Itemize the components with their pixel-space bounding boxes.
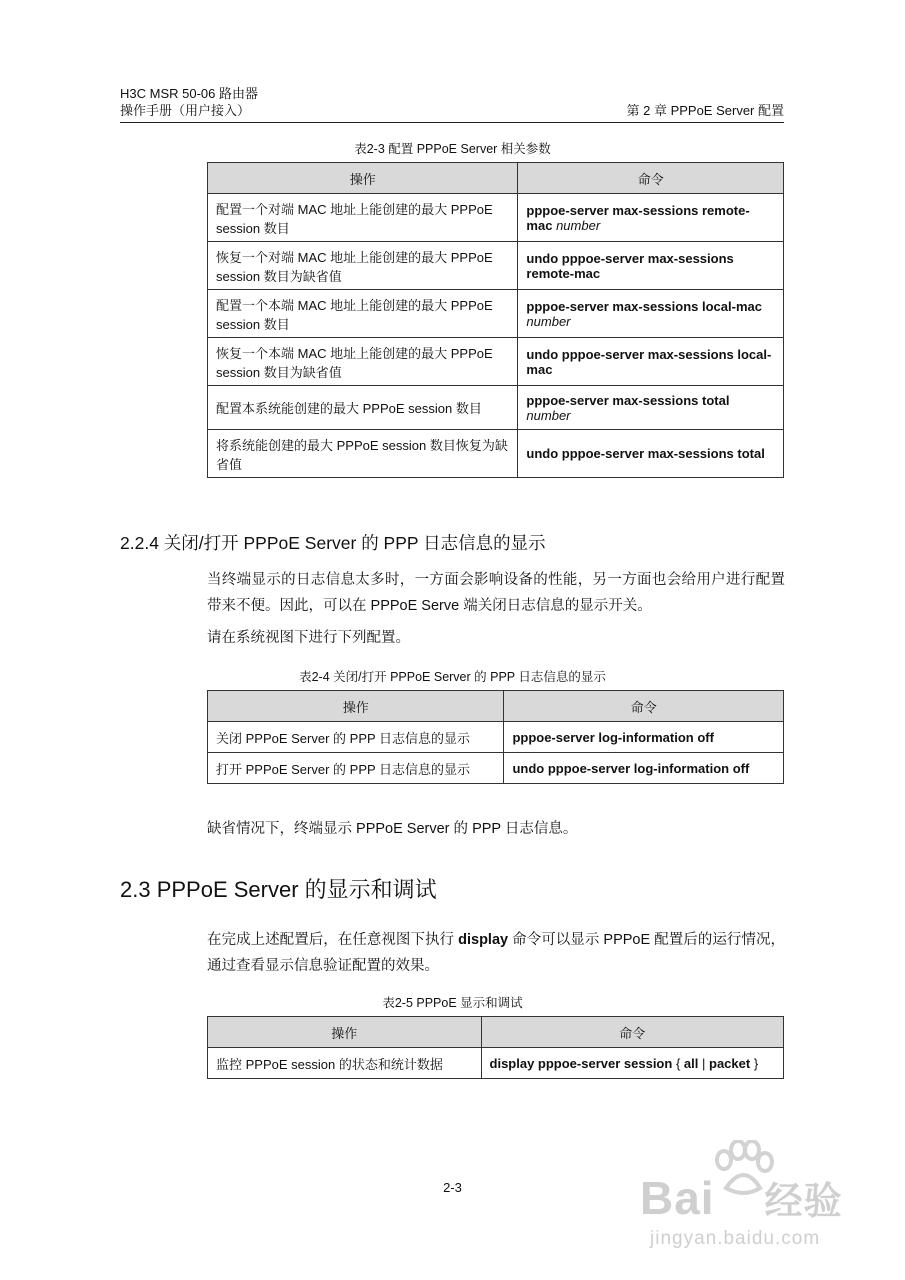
section-2-2-4-instruction: 请在系统视图下进行下列配置。 [207,630,410,646]
baidu-watermark [640,1140,870,1260]
table1-caption: 表2-3 配置 PPPoE Server 相关参数 [354,142,551,156]
table-row [208,194,784,242]
table3-cmd-cell [481,1048,783,1079]
table-row [208,242,784,290]
table1-cmd-cell [518,386,784,430]
table-row [208,753,784,784]
option-packet: packet [709,1055,751,1071]
table1-cmd-cell: undo pppoe-server max-sessions remote-mac [518,242,784,290]
table3 [207,1016,784,1079]
table1-cmd-cell [518,290,784,338]
para-text: 在完成上述配置后，在任意视图下执行 [207,932,455,948]
brace-close: } [753,1055,759,1071]
section-2-3-paragraph [207,927,785,979]
table3-op-cell: 监控 PPPoE session 的状态和统计数据 [208,1048,482,1079]
command-text: pppoe-server max-sessions total [526,392,730,408]
table1-op-cell: 恢复一个对端 MAC 地址上能创建的最大 PPPoE session 数目为缺省值 [208,242,518,290]
table1-op-cell: 配置本系统能创建的最大 PPPoE session 数目 [208,386,518,430]
table3-caption: 表2-5 PPPoE 显示和调试 [382,996,523,1010]
table1-op-cell: 配置一个本端 MAC 地址上能创建的最大 PPPoE session 数目 [208,290,518,338]
table2-cmd-cell: pppoe-server log-information off [504,722,784,753]
watermark-brand-text: Bai [640,1172,715,1224]
section-2-2-4-paragraph: 当终端显示的日志信息太多时，一方面会影响设备的性能，另一方面也会给用户进行配置带来不便。因此，可以在 PPPoE Serve 端关闭日志信息的显示开关。 [207,572,785,614]
table1-header-cmd: 命令 [518,163,784,194]
table1-cmd-cell: undo pppoe-server max-sessions total [518,430,784,478]
header-rule [120,122,784,123]
command-text: pppoe-server max-sessions remote-mac [526,202,750,233]
table-row [208,722,784,753]
table-row [208,386,784,430]
watermark-brand-cn: 经验 [764,1181,843,1223]
table3-header-op: 操作 [208,1017,482,1048]
table3-header-cmd: 命令 [481,1017,783,1048]
option-separator: | [702,1055,706,1071]
table1-op-cell: 配置一个对端 MAC 地址上能创建的最大 PPPoE session 数目 [208,194,518,242]
page-number: 2-3 [443,1180,462,1195]
table2-caption: 表2-4 关闭/打开 PPPoE Server 的 PPP 日志信息的显示 [299,670,606,684]
brace-open: { [675,1055,681,1071]
command-text: pppoe-server max-sessions local-mac [526,298,762,314]
table-row [208,1048,784,1079]
table-row [208,290,784,338]
command-arg: number [526,313,571,329]
table2-op-cell: 关闭 PPPoE Server 的 PPP 日志信息的显示 [208,722,504,753]
table1-header-op: 操作 [208,163,518,194]
table1-op-cell: 将系统能创建的最大 PPPoE session 数目恢复为缺省值 [208,430,518,478]
header-product: H3C MSR 50-06 路由器 [120,86,258,101]
para-text: 命令可以显示 PPPoE 配置后的运行情况，通过查看显示信息验证配置的效果。 [207,932,785,974]
table2-op-cell: 打开 PPPoE Server 的 PPP 日志信息的显示 [208,753,504,784]
watermark-brand [640,1170,843,1225]
table2-header-op: 操作 [208,691,504,722]
header-chapter: 第 2 章 PPPoE Server 配置 [626,103,784,118]
table1-cmd-cell: undo pppoe-server max-sessions local-mac [518,338,784,386]
command-arg: number [556,217,601,233]
option-all: all [683,1055,699,1071]
default-note: 缺省情况下，终端显示 PPPoE Server 的 PPP 日志信息。 [207,821,578,837]
command-text: display pppoe-server session [489,1055,673,1071]
table1 [207,162,784,478]
table2-header-cmd: 命令 [504,691,784,722]
table2-cmd-cell: undo pppoe-server log-information off [504,753,784,784]
section-2-3-title: 2.3 PPPoE Server 的显示和调试 [120,877,437,902]
section-2-2-4-title: 2.2.4 关闭/打开 PPPoE Server 的 PPP 日志信息的显示 [120,533,546,553]
table-row [208,338,784,386]
table1-op-cell: 恢复一个本端 MAC 地址上能创建的最大 PPPoE session 数目为缺省值 [208,338,518,386]
table-row [208,430,784,478]
table1-cmd-cell [518,194,784,242]
command-arg: number [526,407,571,423]
table2 [207,690,784,784]
display-command: display [458,932,509,948]
watermark-url: jingyan.baidu.com [650,1228,821,1249]
header-manual: 操作手册（用户接入） [120,103,251,118]
